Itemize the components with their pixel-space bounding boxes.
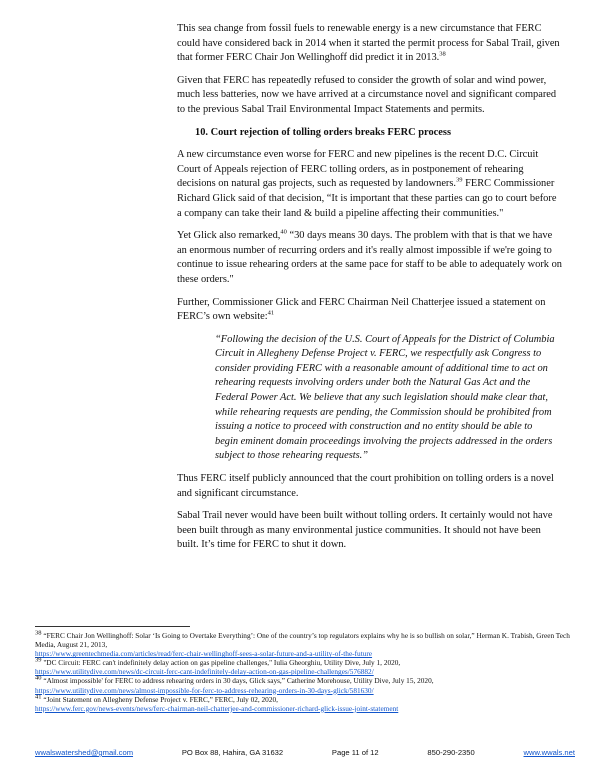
paragraph-6: Thus FERC itself publicly announced that the court prohibition on tolling orders is a novel and significant circumstance.: [177, 473, 554, 499]
paragraph-7: Sabal Trail never would have been built without tolling orders. It certainly would not have been built through as many environmental justice communities. It should not have been built. It’s time for FERC to shut it down.: [177, 510, 553, 551]
footer-address: PO Box 88, Hahira, GA 31632: [181, 748, 284, 757]
footnote-38-link[interactable]: https://www.greentechmedia.com/articles/read/ferc-chair-wellinghoff-sees-a-solar-future-and-a-utility-of-the-future: [35, 649, 373, 659]
footnote-ref-41[interactable]: 41: [267, 309, 275, 317]
footnote-divider: [35, 626, 190, 627]
paragraph-5: Further, Commissioner Glick and FERC Chairman Neil Chatterjee issued a statement on FERC’s own website:$^{41}$: [177, 296, 546, 323]
footer-phone: 850-290-2350: [427, 748, 475, 757]
footnote-ref-40[interactable]: 40: [280, 228, 287, 236]
footer-email-link[interactable]: wwalswatershed@gmail.com: [35, 748, 134, 757]
footnote-ref-39[interactable]: 39: [456, 176, 463, 184]
paragraph-1: This sea change from fossil fuels to renewable energy is a new circumstance that FERC could have considered back in 2014 when it started the permit process for Sabal Trail, given that former FERC Chair Jon Wellinghoff did predict it in 2013.38: [177, 23, 560, 64]
footnote-39: $^{39}$ "DC Circuit: FERC can't indefinitely delay action on gas pipeline challenges," Iulia Gheorghiu, Utility Dive, July 1, 2020, https://www.utilitydive.com/news/dc-circuit-ferc-cant-indefinitely-delay-action-on-gas-pipeline-challenges/576882/: [35, 656, 401, 677]
paragraph-4: Yet Glick also remarked,$^{40}$ “30 days means 30 days. The problem with that is that we have an enormous number of recurring orders and it's really almost impossible if we're going to continue to issue rehearing orders at the same pace for staff to be able to adequately work on these orders.": [177, 228, 562, 285]
footer-website-link[interactable]: www.wwals.net: [523, 748, 575, 757]
footnote-41: $^{41}$ “Joint Statement on Allegheny Defense Project v. FERC,” FERC, July 02, 2020, https://www.ferc.gov/news-events/news/ferc-chairman-neil-chatterjee-and-commissioner-richard-glick-issue-joint-statement: [35, 693, 399, 713]
footnote-ref-38[interactable]: 38: [439, 50, 446, 58]
footnote-41-link[interactable]: https://www.ferc.gov/news-events/news/ferc-chairman-neil-chatterjee-and-commissioner-richard-glick-issue-joint-statement: [35, 703, 399, 713]
body-text: [177, 22, 562, 561]
paragraph-2: Given that FERC has repeatedly refused to consider the growth of solar and wind power, much less batteries, now we have arrived at a circumstance novel and significant compared to the previous Sabal Trail Environmental Impact Statements and permits.: [177, 74, 557, 115]
footnote-39-link[interactable]: https://www.utilitydive.com/news/dc-circuit-ferc-cant-indefinitely-delay-action-on-gas-pipeline-challenges/576882/: [35, 667, 374, 677]
footnote-40-link[interactable]: https://www.utilitydive.com/news/almost-impossible-for-ferc-to-address-rehearing-orders-in-30-days-glick/581630/: [35, 685, 374, 695]
footer-page-number: Page 11 of 12: [331, 748, 379, 757]
footnote-38: $^{38}$ “FERC Chair Jon Wellinghoff: Solar ‘Is Going to Overtake Everything’: One of the country’s top regulators explains why he is so bullish on solar,” Herman K. Trabish, Green Tech Media, August 21, 2013, https://www.greentechmedia.com/articles/read/ferc-chair-wellinghoff-sees-a-solar-future-and-a-utility-of-the-future: [35, 629, 570, 659]
paragraph-3: A new circumstance even worse for FERC and new pipelines is the recent D.C. Circuit Court of Appeals rejection of FERC tolling orders, as in postponement of rehearing decisions on natural gas projects, such as requested by landowners.$^{39}$ FERC Commissioner Richard Glick said of that decision, “It is important that these parties can go to court before a company can take their land & build a pipeline affecting their communities.": [177, 149, 557, 219]
section-heading: 10. Court rejection of tolling orders breaks FERC process: [195, 126, 451, 138]
footnote-40: $^{40}$ “Almost impossible' for FERC to address rehearing orders in 30 days, Glick says,” Catherine Morehouse, Utility Dive, July 15, 2020, https://www.utilitydive.com/news/almost-impossible-for-ferc-to-address-rehearing-orders-in-30-days-glick/581630/: [35, 675, 434, 695]
block-quote: “Following the decision of the U.S. Court of Appeals for the District of Columbia Circuit in Allegheny Defense Project v. FERC, we respectfully ask Congress to consider providing FERC with a reasonable amount of additional time to act on rehearing requests involving orders under both the Natural Gas Act and the Federal Power Act. We believe that any such legislation should make clear that, while rehearing requests are pending, the Commission should be prohibited from issuing a notice to proceed with construction and no entity should be able to begin eminent domain proceedings involving the projects addressed in the orders subject to those rehearing requests.”: [215, 333, 555, 462]
page-footer: [35, 748, 575, 757]
footnotes: [35, 631, 575, 713]
